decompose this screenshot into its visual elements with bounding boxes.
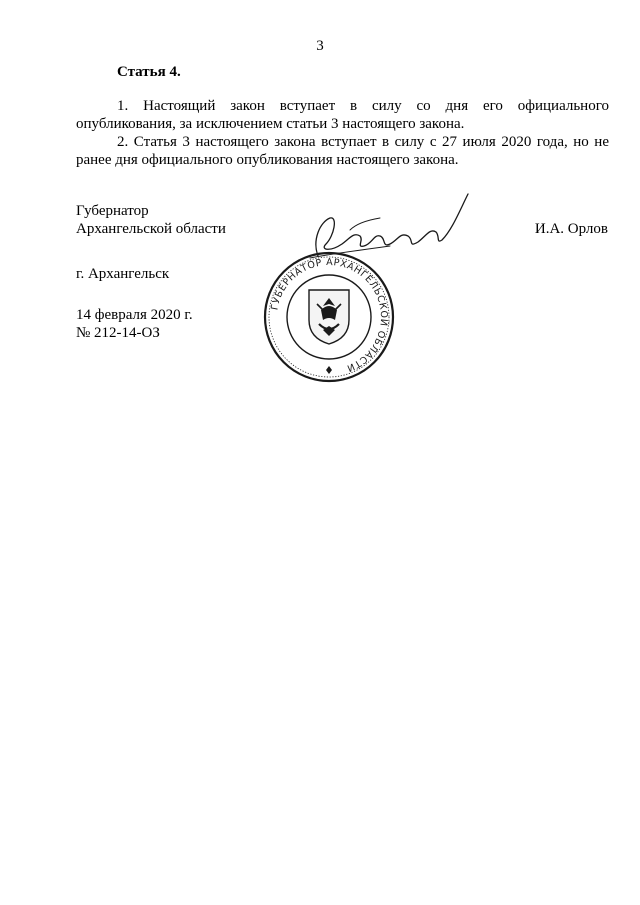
signatory-name: И.А. Орлов <box>534 221 608 237</box>
svg-text:ГУБЕРНАТОР АРХАНГЕЛЬСКОЙ ОБЛАС: ГУБЕРНАТОР АРХАНГЕЛЬСКОЙ ОБЛАСТИ <box>269 256 390 374</box>
article-body <box>76 97 609 169</box>
article-heading: Статья 4. <box>117 64 181 80</box>
page-number: 3 <box>316 38 324 54</box>
document-meta <box>76 306 193 342</box>
signatory-title <box>76 202 226 238</box>
article-paragraph-2: 2. Статья 3 настоящего закона вступает в силу с 27 июля 2020 года, но не ранее дня официального опубликования настоящего закона. <box>76 134 609 168</box>
place-of-signing: г. Архангельск <box>76 266 170 282</box>
document-date: 14 февраля 2020 г. <box>76 307 193 323</box>
handwritten-signature <box>290 188 480 268</box>
signatory-title-line-1: Губернатор <box>76 203 149 219</box>
article-paragraph-1: 1. Настоящий закон вступает в силу со дня его официального опубликования, за исключением статьи 3 настоящего закона. <box>76 98 609 132</box>
signatory-title-line-2: Архангельской области <box>76 221 226 237</box>
document-number: № 212-14-ОЗ <box>76 325 160 341</box>
official-seal <box>262 250 396 384</box>
coat-of-arms-icon <box>309 290 349 344</box>
